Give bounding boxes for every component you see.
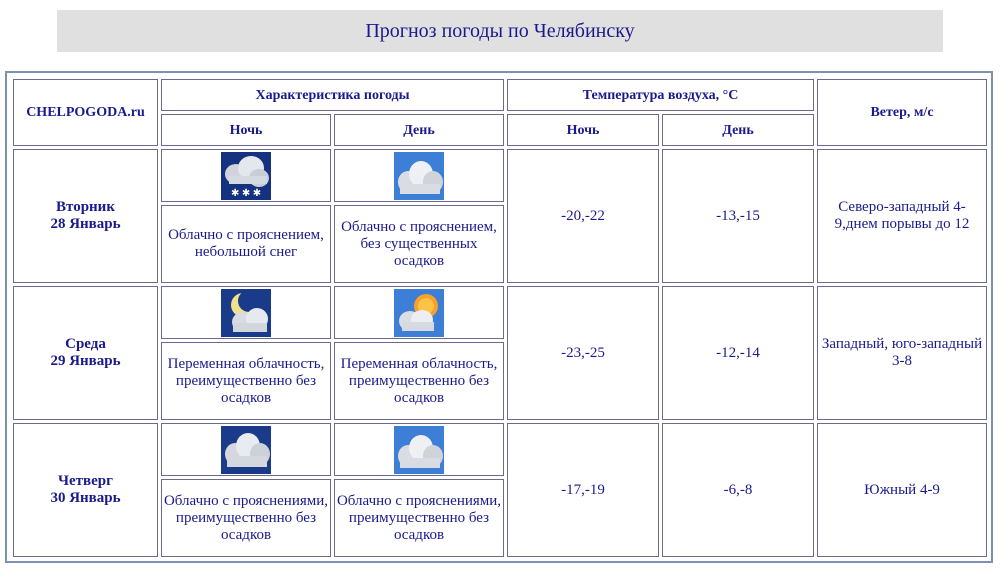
- day-icon-cell: [334, 286, 504, 339]
- temp-day-cell: -6,-8: [662, 423, 814, 557]
- day-icon-cell: [334, 423, 504, 476]
- night-icon-cell: [161, 286, 331, 339]
- temp-night-cell: -23,-25: [507, 286, 659, 420]
- cloudy-icon: [394, 152, 444, 200]
- wind-header: Ветер, м/с: [817, 79, 987, 146]
- weather-day-header: День: [334, 114, 504, 146]
- wind-cell: Южный 4-9: [817, 423, 987, 557]
- day-name: Четверг: [58, 473, 113, 489]
- sun-cloud-icon: [394, 289, 444, 337]
- cloudy-icon: [394, 426, 444, 474]
- day-date: 28 Январь: [50, 216, 121, 232]
- day-description: Облачно с прояснениями, преимущественно без осадков: [334, 479, 504, 557]
- day-cell: [13, 149, 158, 283]
- night-description: Облачно с прояснениями, преимущественно без осадков: [161, 479, 331, 557]
- page-title: Прогноз погоды по Челябинску: [365, 19, 635, 42]
- night-description: Переменная облачность, преимущественно без осадков: [161, 342, 331, 420]
- night-icon-cell: [161, 423, 331, 476]
- day-name: Среда: [65, 336, 106, 352]
- cloud-snow-night-icon: [221, 152, 271, 200]
- forecast-table: [10, 76, 990, 560]
- weather-night-header: Ночь: [161, 114, 331, 146]
- moon-cloud-icon: [221, 289, 271, 337]
- day-name: Вторник: [56, 199, 115, 215]
- weather-header: Характеристика погоды: [161, 79, 504, 111]
- temp-night-cell: -20,-22: [507, 149, 659, 283]
- day-cell: [13, 286, 158, 420]
- temperature-header: Температура воздуха, °С: [507, 79, 814, 111]
- page-title-bar: [57, 10, 943, 52]
- day-description: Облачно с прояснением, без существенных осадков: [334, 205, 504, 283]
- temp-night-header: Ночь: [507, 114, 659, 146]
- temp-night-cell: -17,-19: [507, 423, 659, 557]
- temp-day-cell: -12,-14: [662, 286, 814, 420]
- day-cell: [13, 423, 158, 557]
- day-description: Переменная облачность, преимущественно без осадков: [334, 342, 504, 420]
- day-date: 30 Январь: [50, 490, 121, 506]
- brand-cell: CHELPOGODA.ru: [13, 79, 158, 146]
- temp-day-cell: -13,-15: [662, 149, 814, 283]
- cloudy-night-icon: [221, 426, 271, 474]
- night-description: Облачно с прояснением, небольшой снег: [161, 205, 331, 283]
- night-icon-cell: [161, 149, 331, 202]
- temp-day-header: День: [662, 114, 814, 146]
- wind-cell: Северо-западный 4-9,днем порывы до 12: [817, 149, 987, 283]
- forecast-table-frame: [5, 71, 993, 563]
- day-icon-cell: [334, 149, 504, 202]
- svg-text:✱ ✱ ✱: ✱ ✱ ✱: [231, 187, 262, 199]
- day-date: 29 Январь: [50, 353, 121, 369]
- wind-cell: Западный, юго-западный 3-8: [817, 286, 987, 420]
